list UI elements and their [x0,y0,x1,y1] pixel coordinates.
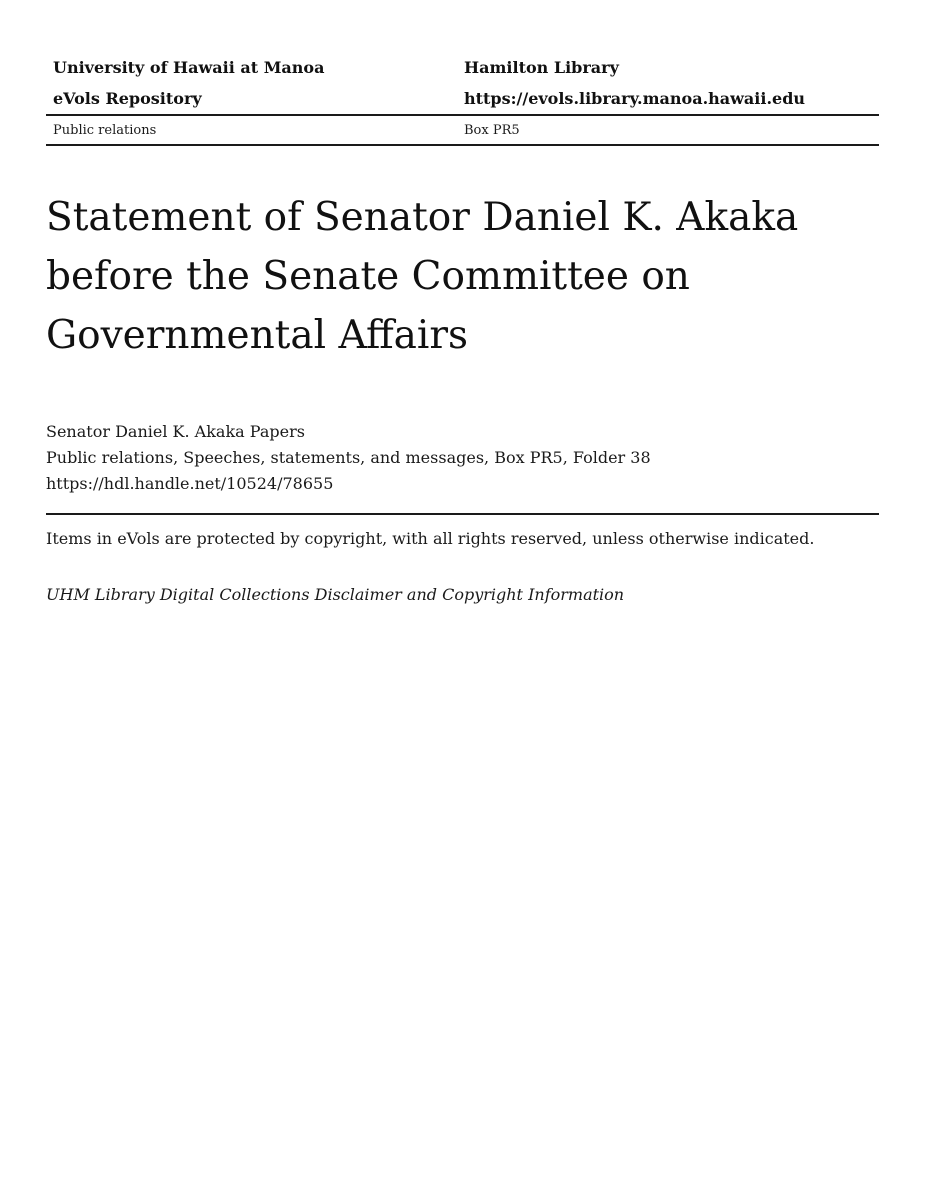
collection-area: Public relations [53,122,157,138]
document-metadata [46,419,879,497]
header-row-2 [46,83,879,114]
header-row-3 [46,116,879,144]
repository-url[interactable]: https://evols.library.manoa.hawaii.edu [464,89,806,108]
document-title: Statement of Senator Daniel K. Akaka before the Senate Committee on Governmental Affairs [46,195,799,358]
header-row-1 [46,52,879,83]
copyright-notice: Items in eVols are protected by copyright, with all rights reserved, unless otherwise indicated. [46,529,815,548]
collection-name: Senator Daniel K. Akaka Papers [46,422,305,441]
content-divider [46,513,879,515]
handle-link[interactable]: https://hdl.handle.net/10524/78655 [46,474,334,493]
header-rule-bottom [46,144,879,146]
library-name: Hamilton Library [464,58,619,77]
folder-location: Public relations, Speeches, statements, and messages, Box PR5, Folder 38 [46,448,651,467]
box-label: Box PR5 [464,122,520,138]
document-header [46,52,879,146]
institution-name: University of Hawaii at Manoa [53,58,325,77]
disclaimer-link[interactable]: UHM Library Digital Collections Disclaimer and Copyright Information [46,585,625,604]
repository-name: eVols Repository [53,89,202,108]
